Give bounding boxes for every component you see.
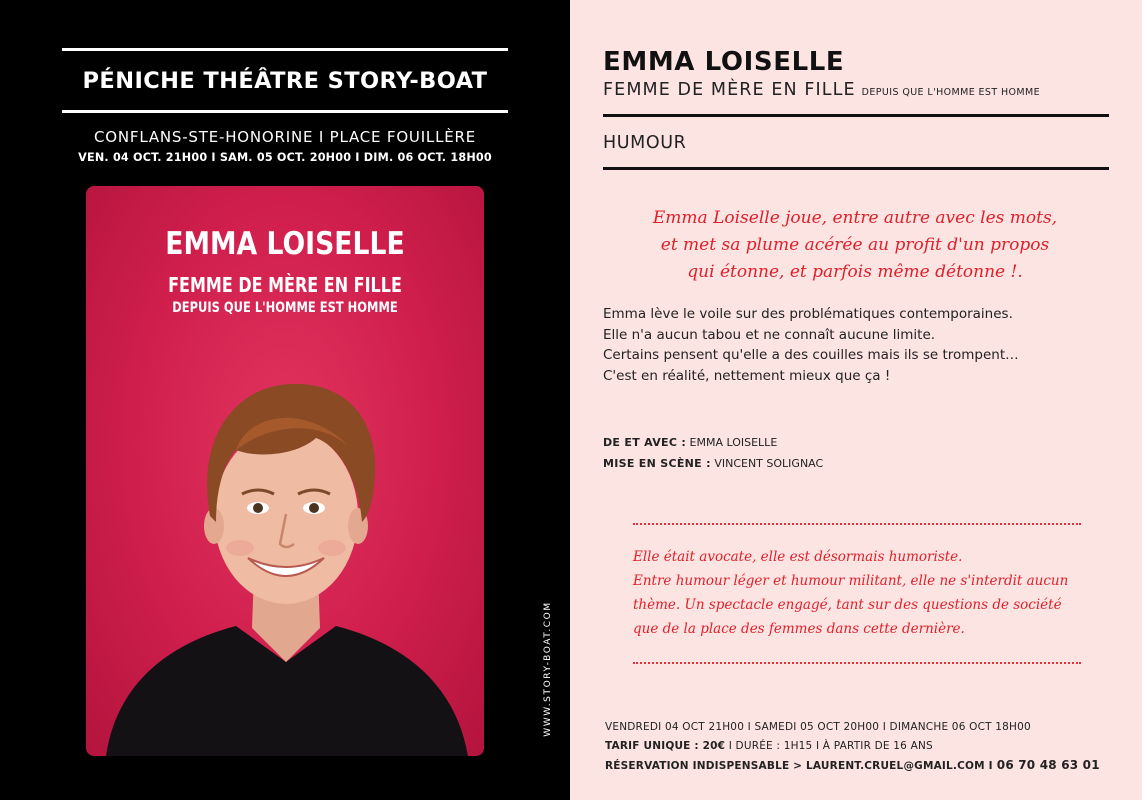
- bio-line: Elle était avocate, elle est désormais humoriste.: [633, 549, 963, 565]
- dotted-divider-top: [633, 523, 1081, 525]
- reservation-phone[interactable]: 06 70 48 63 01: [996, 758, 1100, 772]
- title-rule: [603, 114, 1109, 117]
- show-title-main: FEMME DE MÈRE EN FILLE: [603, 80, 856, 100]
- credits: [603, 432, 823, 474]
- bio-line: thème. Un spectacle engagé, tant sur des questions de société: [633, 597, 1062, 613]
- reservation-email[interactable]: RÉSERVATION INDISPENSABLE > LAURENT.CRUEL@GMAIL.COM I: [605, 760, 993, 772]
- venue-place: CONFLANS-STE-HONORINE I PLACE FOUILLÈRE: [93, 128, 477, 146]
- portrait-photo: [86, 326, 484, 756]
- bio-line: Entre humour léger et humour militant, elle ne s'interdit aucun: [633, 573, 1069, 589]
- credit-author: DE ET AVEC : EMMA LOISELLE: [603, 436, 778, 449]
- poster-subtitle: DEPUIS QUE L'HOMME EST HOMME: [172, 300, 398, 316]
- venue-rule: [62, 110, 508, 113]
- artist-name: EMMA LOISELLE: [603, 47, 845, 77]
- website-vertical: WWW.STORY-BOAT.COM: [543, 601, 553, 737]
- genre-label: HUMOUR: [603, 133, 687, 153]
- artist-bio: [633, 545, 1093, 641]
- venue-dates: VEN. 04 OCT. 21H00 I SAM. 05 OCT. 20H00 I DIM. 06 OCT. 18H00: [78, 151, 492, 164]
- poster-name: EMMA LOISELLE: [165, 226, 405, 262]
- show-title-sub: DEPUIS QUE L'HOMME EST HOMME: [861, 87, 1040, 98]
- quote-line: qui étonne, et parfois même détonne !.: [687, 262, 1023, 282]
- venue-title: PÉNICHE THÉÂTRE STORY-BOAT: [82, 68, 488, 94]
- bio-line: que de la place des femmes dans cette dernière.: [633, 621, 965, 637]
- quote-line: Emma Loiselle joue, entre autre avec les mots,: [652, 208, 1058, 228]
- show-title: [603, 80, 1040, 100]
- press-quote: [600, 205, 1110, 286]
- description-line: C'est en réalité, nettement mieux que ça !: [603, 367, 891, 384]
- quote-line: et met sa plume acérée au profit d'un propos: [660, 235, 1050, 255]
- genre-rule: [603, 167, 1109, 170]
- description-line: Elle n'a aucun tabou et ne connaît aucune limite.: [603, 326, 936, 343]
- right-panel: [570, 0, 1142, 800]
- show-description: [603, 304, 1118, 386]
- description-line: Certains pensent qu'elle a des couilles mais ils se trompent…: [603, 347, 1019, 363]
- description-line: Emma lève le voile sur des problématiques contemporaines.: [603, 306, 1013, 322]
- footer-tarif: TARIF UNIQUE : 20€ I DURÉE : 1H15 I À PARTIR DE 16 ANS: [605, 740, 933, 752]
- footer-reservation: [605, 758, 1125, 772]
- left-panel: [0, 0, 570, 800]
- credit-director: MISE EN SCÈNE : VINCENT SOLIGNAC: [603, 457, 824, 470]
- footer-schedule: VENDREDI 04 OCT 21H00 I SAMEDI 05 OCT 20H00 I DIMANCHE 06 OCT 18H00: [605, 721, 1031, 733]
- poster-title: FEMME DE MÈRE EN FILLE: [168, 273, 402, 297]
- top-rule: [62, 48, 508, 51]
- dotted-divider-bottom: [633, 662, 1081, 664]
- show-poster: [86, 186, 484, 756]
